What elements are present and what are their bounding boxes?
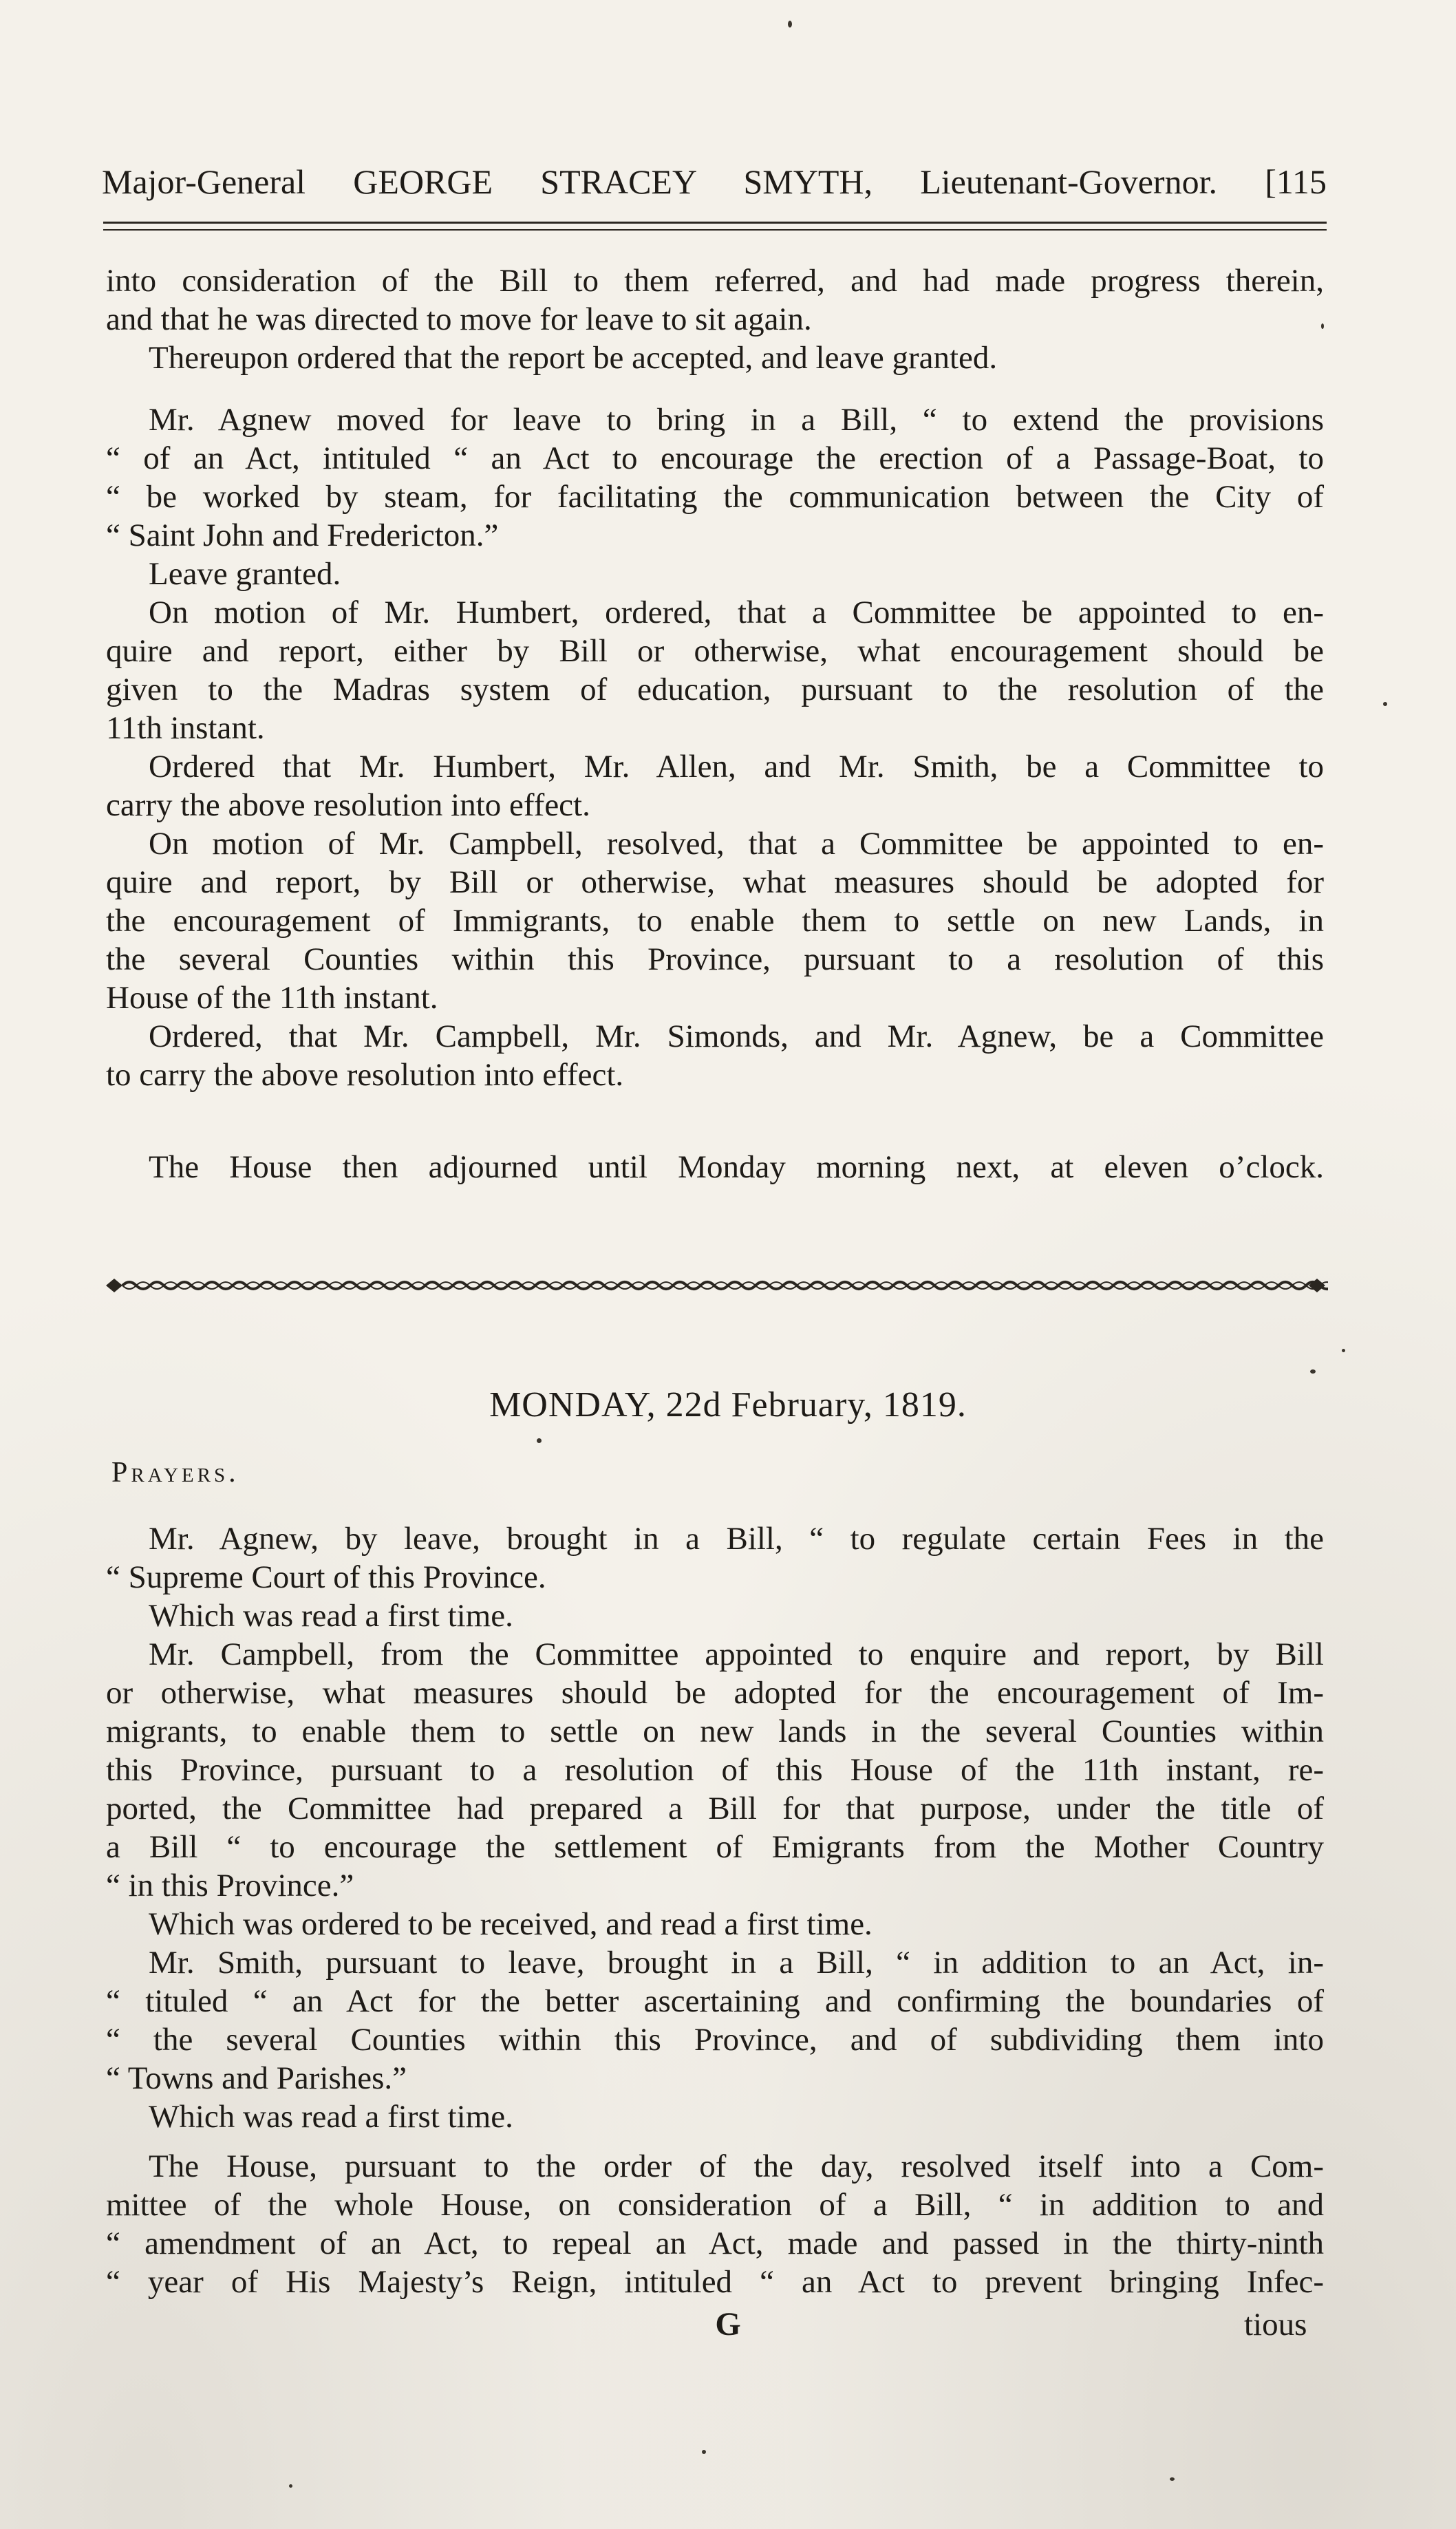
text-line: or otherwise, what measures should be adopted for the encouragement of Im- <box>106 1675 1324 1711</box>
signature-mark: G <box>715 2306 741 2343</box>
text-line: quire and report, by Bill or otherwise, what measures should be adopted for <box>106 864 1324 900</box>
text-line: “ of an Act, intituled “ an Act to encourage the erection of a Passage-Boat, to <box>106 440 1324 476</box>
text-line: The House then adjourned until Monday morning next, at eleven o’clock. <box>149 1149 1324 1185</box>
print-speck <box>289 2484 292 2488</box>
text-line: given to the Madras system of education, pursuant to the resolution of the <box>106 672 1324 707</box>
text-line: “ year of His Majesty’s Reign, intituled “ an Act to prevent bringing Infec- <box>106 2264 1324 2300</box>
paragraph-committee <box>106 2147 1324 2301</box>
running-head <box>102 161 1327 202</box>
text-line: into consideration of the Bill to them referred, and had made progress therein, <box>106 263 1324 299</box>
text-line: Ordered, that Mr. Campbell, Mr. Simonds, and Mr. Agnew, be a Committee <box>149 1018 1324 1054</box>
text-line: a Bill “ to encourage the settlement of Emigrants from the Mother Country <box>106 1829 1324 1865</box>
text-line: Which was read a first time. <box>149 2099 513 2135</box>
text-line: “ Towns and Parishes.” <box>106 2060 407 2096</box>
text-line: “ Saint John and Fredericton.” <box>106 517 499 553</box>
text-line: mittee of the whole House, on consideration of a Bill, “ in addition to and <box>106 2187 1324 2223</box>
header-rule-secondary <box>103 229 1327 231</box>
text-line: On motion of Mr. Humbert, ordered, that a Committee be appointed to en- <box>149 595 1324 630</box>
text-line: Mr. Agnew moved for leave to bring in a Bill, “ to extend the provisions <box>149 402 1324 438</box>
print-speck <box>1310 1369 1316 1374</box>
text-line: Leave granted. <box>149 556 341 592</box>
text-line: Which was read a first time. <box>149 1598 513 1634</box>
print-speck <box>788 21 792 28</box>
print-speck <box>1321 323 1324 329</box>
text-line: the encouragement of Immigrants, to enable them to settle on new Lands, in <box>106 903 1324 939</box>
text-line: “ be worked by steam, for facilitating the communication between the City of <box>106 479 1324 515</box>
text-line: carry the above resolution into effect. <box>106 787 590 823</box>
text-line: “ amendment of an Act, to repeal an Act, made and passed in the thirty-ninth <box>106 2226 1324 2261</box>
text-line: “ the several Counties within this Province, and of subdividing them into <box>106 2022 1324 2058</box>
ornamental-divider <box>103 1273 1328 1298</box>
page-number: [115 <box>1265 162 1327 201</box>
text-line: House of the 11th instant. <box>106 980 438 1016</box>
prayers-label: Prayers. <box>111 1457 239 1488</box>
print-speck <box>1383 702 1387 706</box>
print-speck <box>537 1438 542 1443</box>
print-speck <box>1170 2477 1175 2481</box>
text-line: The House, pursuant to the order of the day, resolved itself into a Com- <box>149 2148 1324 2184</box>
header-rule <box>103 222 1327 224</box>
text-line: Ordered that Mr. Humbert, Mr. Allen, and Mr. Smith, be a Committee to <box>149 749 1324 785</box>
text-line: Mr. Campbell, from the Committee appointed to enquire and report, by Bill <box>149 1636 1324 1672</box>
text-line: Mr. Agnew, by leave, brought in a Bill, “ to regulate certain Fees in the <box>149 1521 1324 1557</box>
print-speck <box>1342 1349 1345 1352</box>
paragraph-adjournment <box>106 1148 1324 1186</box>
text-line: Which was ordered to be received, and read a first time. <box>149 1906 872 1942</box>
text-line: this Province, pursuant to a resolution of this House of the 11th instant, re- <box>106 1752 1324 1788</box>
print-speck <box>702 2450 706 2454</box>
paragraph-bills <box>106 1519 1324 2136</box>
catchword: tious <box>1244 2307 1307 2343</box>
text-line: “ Supreme Court of this Province. <box>106 1559 546 1595</box>
text-line: ported, the Committee had prepared a Bill for that purpose, under the title of <box>106 1791 1324 1826</box>
text-line: Thereupon ordered that the report be accepted, and leave granted. <box>149 340 998 376</box>
text-line: On motion of Mr. Campbell, resolved, that a Committee be appointed to en- <box>149 826 1324 862</box>
paragraph-report-continuation <box>106 262 1324 377</box>
text-line: “ in this Province.” <box>106 1868 354 1903</box>
text-line: the several Counties within this Province, pursuant to a resolution of this <box>106 941 1324 977</box>
date-heading: MONDAY, 22d February, 1819. <box>489 1385 967 1424</box>
text-line: quire and report, either by Bill or otherwise, what encouragement should be <box>106 633 1324 669</box>
text-line: and that he was directed to move for leave to sit again. <box>106 301 812 337</box>
running-head-title: Major-General GEORGE STRACEY SMYTH, Lieutenant-Governor. <box>102 162 1217 201</box>
text-line: to carry the above resolution into effect. <box>106 1057 624 1093</box>
text-line: “ tituled “ an Act for the better ascertaining and confirming the boundaries of <box>106 1983 1324 2019</box>
text-line: Mr. Smith, pursuant to leave, brought in a Bill, “ in addition to an Act, in- <box>149 1945 1324 1981</box>
text-line: migrants, to enable them to settle on new lands in the several Counties within <box>106 1714 1324 1749</box>
text-line: 11th instant. <box>106 710 265 746</box>
paragraph-motions <box>106 401 1324 1094</box>
